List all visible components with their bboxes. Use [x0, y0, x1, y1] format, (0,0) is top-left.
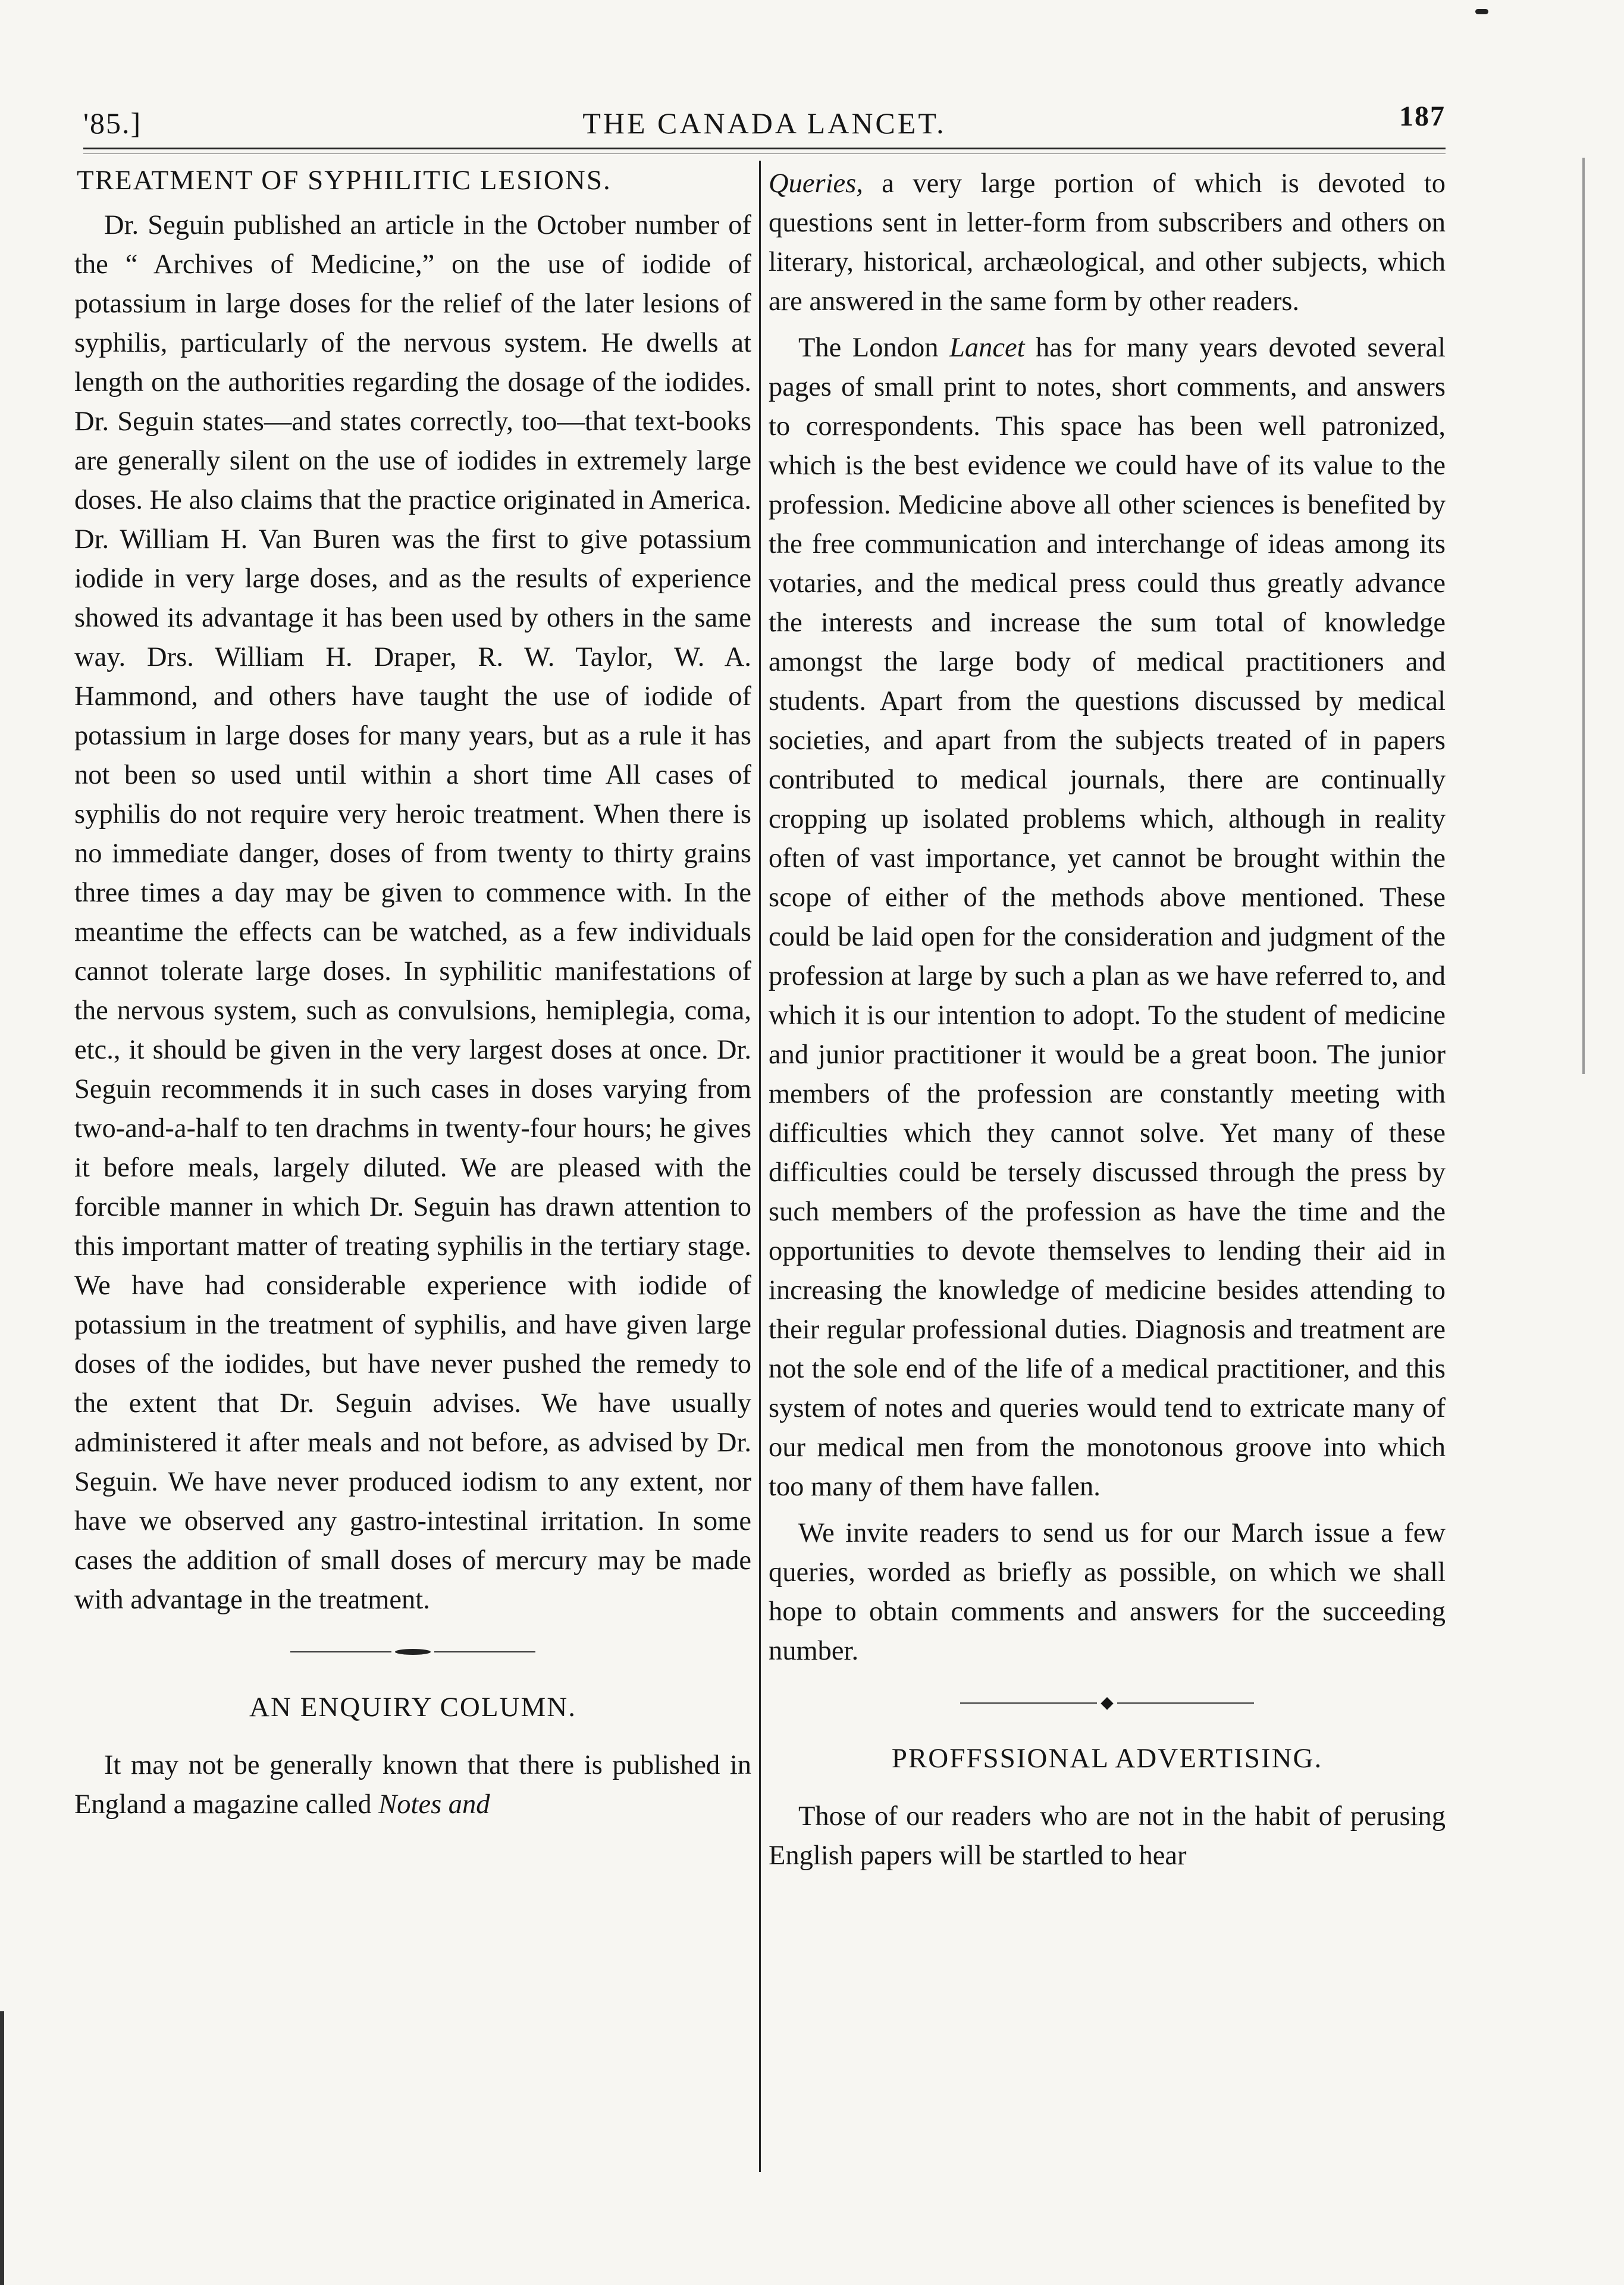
enquiry-paragraph-invite: We invite readers to send us for our March issue a few queries, worded as briefly as possible, on which we shall hope to obtain comments and answers for the succeeding number.	[769, 1518, 1446, 1666]
right-column	[769, 164, 1446, 1876]
article-title-professional-advertising: PROFFSSIONAL ADVERTISING.	[891, 1743, 1323, 1774]
article-title-enquiry-column: AN ENQUIRY COLUMN.	[249, 1692, 576, 1723]
left-column	[74, 164, 751, 1824]
page-header	[83, 89, 1446, 143]
column-divider	[759, 161, 761, 2172]
article-title-syphilitic-lesions: TREATMENT OF SYPHILITIC LESIONS.	[77, 165, 612, 196]
scan-speck	[1475, 9, 1488, 14]
journal-title: THE CANADA LANCET.	[582, 107, 946, 140]
article-body-professional-advertising: Those of our readers who are not in the habit of perusing English papers will be startled to hear	[769, 1801, 1446, 1871]
scan-edge-left	[0, 2011, 4, 2285]
scan-edge-line	[1582, 158, 1585, 1074]
header-volume-year: '85.]	[83, 107, 142, 140]
section-divider-ornament	[74, 1634, 751, 1670]
page-number: 187	[1399, 101, 1446, 132]
article-body-enquiry-column: It may not be generally known that there is published in England a magazine called Notes and	[74, 1750, 751, 1820]
enquiry-paragraph-lancet: The London Lancet has for many years devoted several pages of small print to notes, short comments, and answers to correspondents. This space has been well patronized, which is the best evidence we could have of its value to the profession. Medicine above all other sciences is benefited by the free communication and interchange of ideas among its votaries, and the medical press could thus greatly advance the interests and increase the sum total of knowledge amongst the large body of medical practitioners and students. Apart from the questions discussed by medical societies, and apart from the subjects treated of in papers contributed to medical journals, there are continually cropping up isolated problems which, although in reality often of vast importance, yet cannot be brought within the scope of either of the methods above mentioned. These could be laid open for the consideration and judgment of the profession at large by such a plan as we have referred to, and which it is our intention to adopt. To the student of medicine and junior practitioner it would be a great boon. The junior members of the profession are constantly meeting with difficulties which they cannot solve. Yet many of these difficulties could be tersely discussed through the press by such members of the profession as have the time and the opportunities to devote themselves to lending their aid in increasing the knowledge of medicine besides attending to their regular professional duties. Diagnosis and treatment are not the sole end of the life of a medical practitioner, and this system of notes and queries would tend to extricate many of our medical men from the monotonous groove into which too many of them have fallen.	[769, 333, 1446, 1502]
header-rule	[83, 148, 1446, 149]
section-divider-ornament-right: ◆	[769, 1685, 1446, 1721]
enquiry-continuation: Queries, a very large portion of which is devoted to questions sent in letter-form from subscribers and others on literary, historical, archæological, and other subjects, which are answered in the same form by other readers.	[769, 168, 1446, 317]
article-body-syphilitic-lesions: Dr. Seguin published an article in the October number of the “ Archives of Medicine,” on the use of iodide of potassium in large doses for the relief of the later lesions of syphilis, particularly of the nervous system. He dwells at length on the authorities regarding the dosage of the iodides. Dr. Seguin states—and states correctly, too—that text-books are generally silent on the use of iodides in extremely large doses. He also claims that the practice originated in America. Dr. William H. Van Buren was the first to give potassium iodide in very large doses, and as the results of experience showed its advantage it has been used by others in the same way. Drs. William H. Draper, R. W. Taylor, W. A. Hammond, and others have taught the use of iodide of potassium in large doses for many years, but as a rule it has not been so used until within a short time All cases of syphilis do not require very heroic treatment. When there is no immediate danger, doses of from twenty to thirty grains three times a day may be given to commence with. In the meantime the effects can be watched, as a few individuals cannot tolerate large doses. In syphilitic manifestations of the nervous system, such as convulsions, hemiplegia, coma, etc., it should be given in the very largest doses at once. Dr. Seguin recommends it in such cases in doses varying from two-and-a-half to ten drachms in twenty-four hours; he gives it before meals, largely diluted. We are pleased with the forcible manner in which Dr. Seguin has drawn attention to this important matter of treating syphilis in the tertiary stage. We have had considerable experience with iodide of potassium in the treatment of syphilis, and have given large doses of the iodides, but have never pushed the remedy to the extent that Dr. Seguin advises. We have usually administered it after meals and not before, as advised by Dr. Seguin. We have never produced iodism to any extent, nor have we observed any gastro-intestinal irritation. In some cases the addition of small doses of mercury may be made with advantage in the treatment.	[74, 210, 751, 1615]
